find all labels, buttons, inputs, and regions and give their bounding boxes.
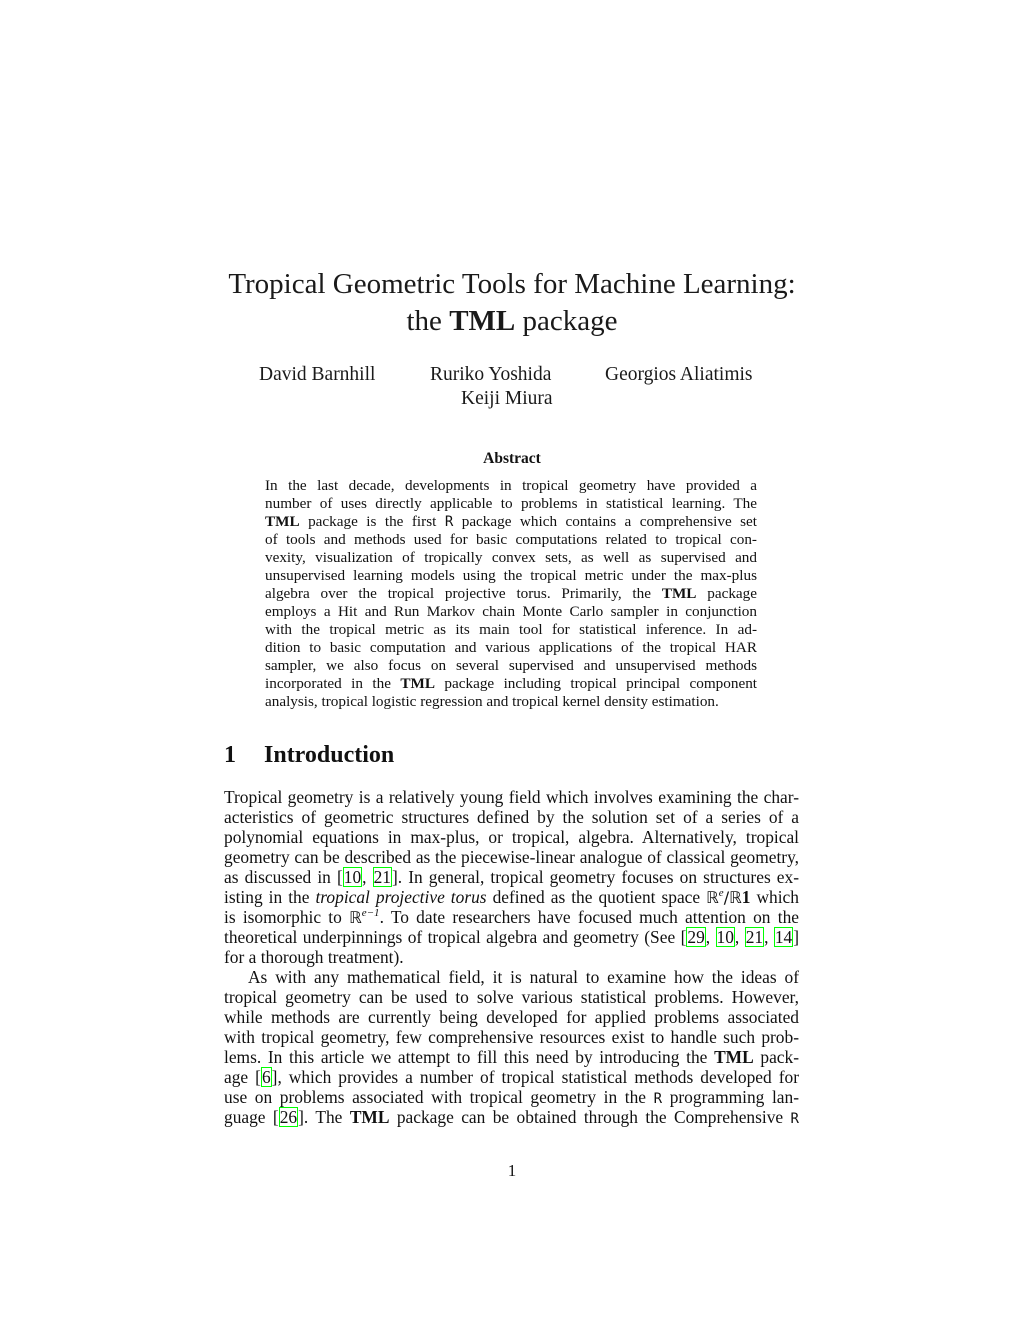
author-2: Ruriko Yoshida [430,364,552,385]
author-4: Keiji Miura [461,388,553,409]
abstract-line: employs a Hit and Run Markov chain Monte Carlo sampler in conjunction [265,603,757,620]
body-text: is isomorphic to [224,907,342,927]
quotient-symbol: /ℝ [723,888,742,907]
abstract-line: analysis, tropical logistic regression and tropical kernel density estimation. [265,693,719,710]
ones-vector: 1 [741,887,751,907]
exponent: e−1 [361,907,380,919]
body-text: guage [224,1107,266,1127]
section-title: Introduction [264,742,395,768]
body-text: , which provides a number of tropical statistical methods developed for [277,1067,799,1087]
body-line [224,887,799,907]
body-text: age [224,1067,249,1087]
title-prefix: the [406,305,442,337]
body-line: guage [26]. The TML package can be obtained through the Comprehensive R [224,1107,799,1127]
abstract-line: vexity, visualization of tropically convex sets, as well as supervised and [265,549,757,566]
body-line: while methods are currently being developed for applied problems associated [224,1007,799,1027]
abstract-text: package which contains a comprehensive set [461,513,757,530]
abstract-text: algebra over the tropical projective torus. Primarily, the [265,585,651,602]
real-symbol: ℝ [349,908,362,927]
tml-name: TML [400,675,435,692]
body-line: As with any mathematical field, it is natural to examine how the ideas of [248,967,799,987]
citation-link[interactable]: 29 [687,927,705,947]
body-text: . In general, tropical geometry focuses on structures ex- [397,867,799,887]
citation-link[interactable]: 14 [774,927,793,947]
body-text: as discussed in [224,867,331,887]
body-text: package can be obtained through the Comprehensive [396,1107,784,1127]
tml-name: TML [714,1047,754,1067]
body-line: geometry can be described as the piecewise-linear analogue of classical geometry, [224,847,799,867]
abstract-text: incorporated in the [265,675,391,692]
body-line: with tropical geometry, few comprehensive resources exist to handle such prob- [224,1027,799,1047]
abstract-line: In the last decade, developments in tropical geometry have provided a [265,477,757,494]
tml-name: TML [265,513,300,530]
tml-name: TML [349,1107,390,1127]
citation-link[interactable]: 21 [745,927,764,947]
author-1: David Barnhill [259,364,376,385]
body-text: . The [303,1107,343,1127]
abstract-line: dition to basic computation and various applications of the tropical HAR [265,639,757,656]
title-suffix: package [522,305,618,337]
title-tml: TML [449,305,516,337]
abstract-text: package [707,585,757,602]
body-line [224,907,799,927]
paper-title-line1: Tropical Geometric Tools for Machine Learning: [228,268,796,300]
body-line: tropical geometry can be used to solve various statistical problems. However, [224,987,799,1007]
body-text: isting in the [224,887,310,907]
citation-link[interactable]: 26 [279,1107,298,1127]
body-line: acteristics of geometric structures defined by the solution set of a series of a [224,807,799,827]
r-language: R [444,514,454,530]
abstract-line [265,675,757,693]
body-text: programming lan- [669,1087,799,1107]
abstract-line: with the tropical metric as its main tool for statistical inference. In ad- [265,621,757,638]
abstract-heading: Abstract [483,450,541,467]
page-number: 1 [507,1161,517,1180]
r-language: R [653,1091,663,1107]
body-line: Tropical geometry is a relatively young field which involves examining the char- [224,787,799,807]
author-3: Georgios Aliatimis [605,364,753,385]
citation-link[interactable]: 10 [716,927,734,947]
body-text: theoretical underpinnings of tropical algebra and geometry (See [224,927,676,947]
abstract-line: number of uses directly applicable to problems in statistical learning. The [265,495,757,512]
body-line: as discussed in [10, 21]. In general, tropical geometry focuses on structures ex- [224,867,799,887]
body-text: pack- [760,1047,799,1067]
body-text: . To date researchers have focused much attention on the [379,907,799,927]
abstract-line [265,513,757,531]
body-text: lems. In this article we attempt to fill this need by introducing the [224,1047,708,1067]
abstract-line: sampler, we also focus on several supervised and unsupervised methods [265,657,757,674]
body-line [224,1087,799,1107]
real-symbol: ℝ [706,888,719,907]
paper-title-line2 [0,305,1024,338]
abstract-line: unsupervised learning models using the tropical metric under the max-plus [265,567,757,584]
abstract-text: package is the first [308,513,437,530]
body-text: use on problems associated with tropical geometry in the [224,1087,647,1107]
body-line: age [6], which provides a number of tropical statistical methods developed for [224,1067,799,1087]
citation-link[interactable]: 6 [261,1067,271,1087]
abstract-line [265,585,757,603]
exponent: e [718,887,724,899]
body-line [224,1047,799,1067]
term-tropical-projective-torus: tropical projective torus [315,887,487,907]
r-language: R [790,1111,799,1127]
body-line: for a thorough treatment). [224,947,404,967]
body-text: which [756,887,799,907]
abstract-line: of tools and methods used for basic computations related to tropical con- [265,531,757,548]
abstract-text: package including tropical principal component [444,675,757,692]
body-text: defined as the quotient space [492,887,701,907]
body-line: theoretical underpinnings of tropical algebra and geometry (See [29, 10, 21, 14] [224,927,799,947]
body-line: polynomial equations in max-plus, or tropical, algebra. Alternatively, tropical [224,827,799,847]
citation-link[interactable]: 10 [343,867,362,887]
tml-name: TML [661,585,697,602]
citation-link[interactable]: 21 [373,867,391,887]
section-number: 1 [224,742,236,768]
